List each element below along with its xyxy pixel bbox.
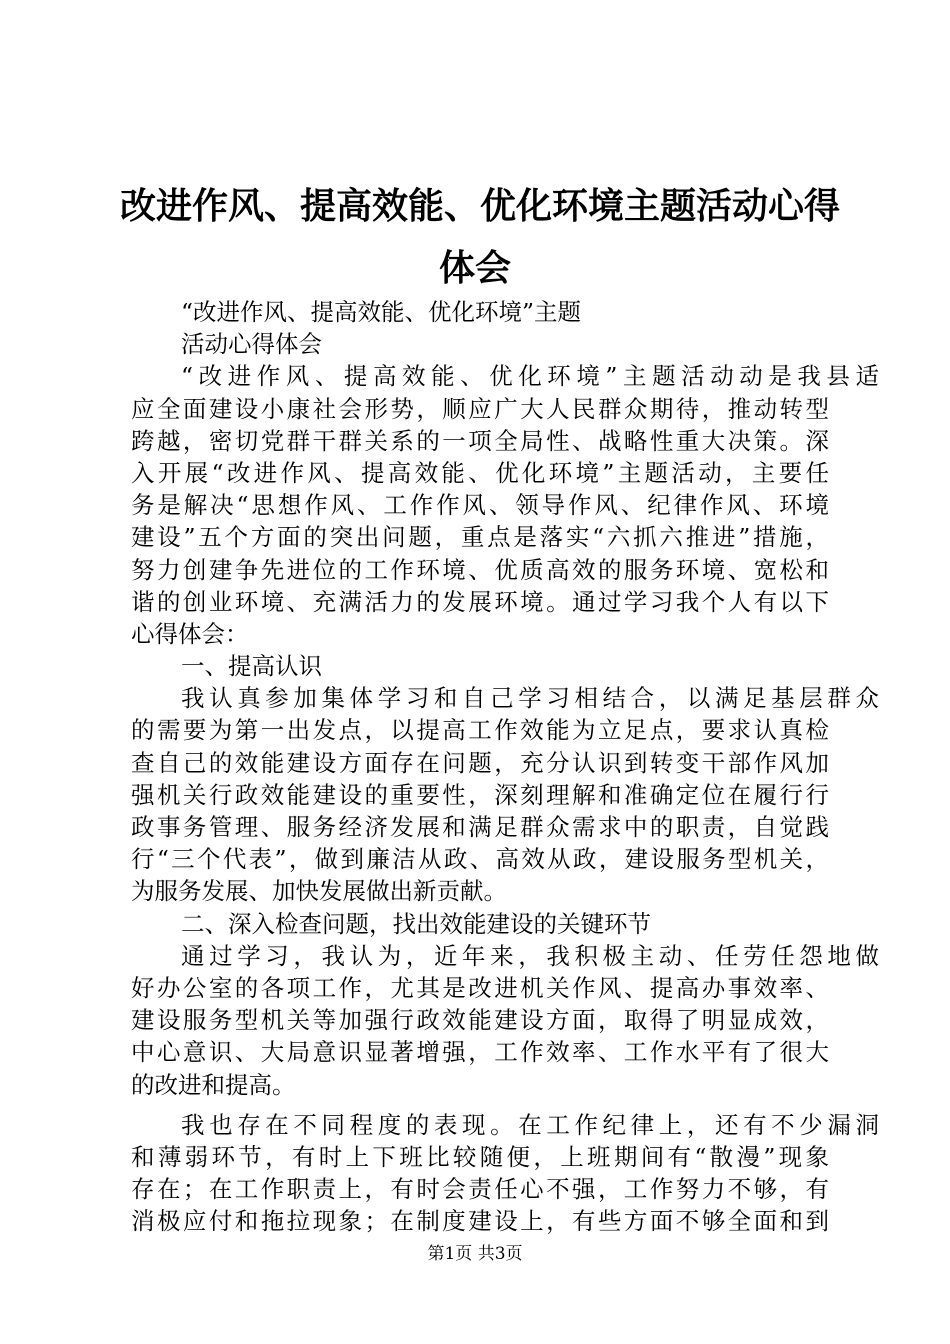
paragraph-line: 建设服务型机关等加强行政效能建设方面，取得了明显成效， (131, 1006, 829, 1035)
paragraph-line: 为服务发展、加快发展做出新贡献。 (131, 877, 507, 906)
page-number-footer: 第1页 共3页 (427, 1244, 523, 1264)
document-title-line-1: 改进作风、提高效能、优化环境主题活动心得 (120, 185, 841, 227)
paragraph-line: 中心意识、大局意识显著增强，工作效率、工作水平有了很大 (131, 1038, 829, 1067)
document-title-line-2: 体会 (438, 247, 511, 289)
paragraph-line: 跨越，密切党群干群关系的一项全局性、战略性重大决策。深 (131, 426, 829, 455)
paragraph-line: 行“三个代表”，做到廉洁从政、高效从政，建设服务型机关， (131, 845, 829, 874)
paragraph-line: 强机关行政效能建设的重要性，深刻理解和准确定位在履行行 (131, 780, 829, 809)
paragraph-line: 政事务管理、服务经济发展和满足群众需求中的职责，自觉践 (131, 813, 829, 841)
subtitle-line: “改进作风、提高效能、优化环境”主题 (181, 298, 582, 326)
paragraph-line: 我也存在不同程度的表现。在工作纪律上，还有不少漏洞 (181, 1110, 879, 1139)
subtitle-line: 活动心得体会 (181, 330, 322, 359)
paragraph-line: 入开展“改进作风、提高效能、优化环境”主题活动，主要任 (131, 458, 829, 487)
paragraph-line: 存在；在工作职责上，有时会责任心不强，工作努力不够，有 (131, 1175, 829, 1204)
paragraph-line: 心得体会： (131, 619, 249, 648)
paragraph-line: 的需要为第一出发点，以提高工作效能为立足点，要求认真检 (131, 716, 829, 745)
paragraph-line: 建设”五个方面的突出问题，重点是落实“六抓六推进”措施， (131, 523, 829, 552)
paragraph-line: 我认真参加集体学习和自己学习相结合，以满足基层群众 (181, 684, 879, 713)
paragraph-line: “改进作风、提高效能、优化环境”主题活动动是我县适 (181, 362, 879, 391)
section-heading: 二、深入检查问题，找出效能建设的关键环节 (181, 909, 651, 938)
paragraph-line: 和薄弱环节，有时上下班比较随便，上班期间有“散漫”现象 (131, 1142, 829, 1171)
document-body (131, 296, 879, 1237)
paragraph-line: 的改进和提高。 (131, 1070, 296, 1099)
paragraph-line: 通过学习，我认为，近年来，我积极主动、任劳任怨地做 (181, 941, 879, 970)
paragraph-line: 努力创建争先进位的工作环境、优质高效的服务环境、宽松和 (131, 555, 829, 584)
paragraph-line: 好办公室的各项工作，尤其是改进机关作风、提高办事效率、 (131, 973, 829, 1002)
paragraph-line: 消极应付和拖拉现象；在制度建设上，有些方面不够全面和到 (131, 1207, 829, 1236)
paragraph-line: 应全面建设小康社会形势，顺应广大人民群众期待，推动转型 (131, 394, 829, 423)
paragraph-line: 查自己的效能建设方面存在问题，充分认识到转变干部作风加 (131, 748, 829, 777)
section-heading: 一、提高认识 (181, 652, 322, 681)
paragraph-line: 谐的创业环境、充满活力的发展环境。通过学习我个人有以下 (131, 587, 829, 616)
paragraph-line: 务是解决“思想作风、工作作风、领导作风、纪律作风、环境 (131, 491, 829, 520)
